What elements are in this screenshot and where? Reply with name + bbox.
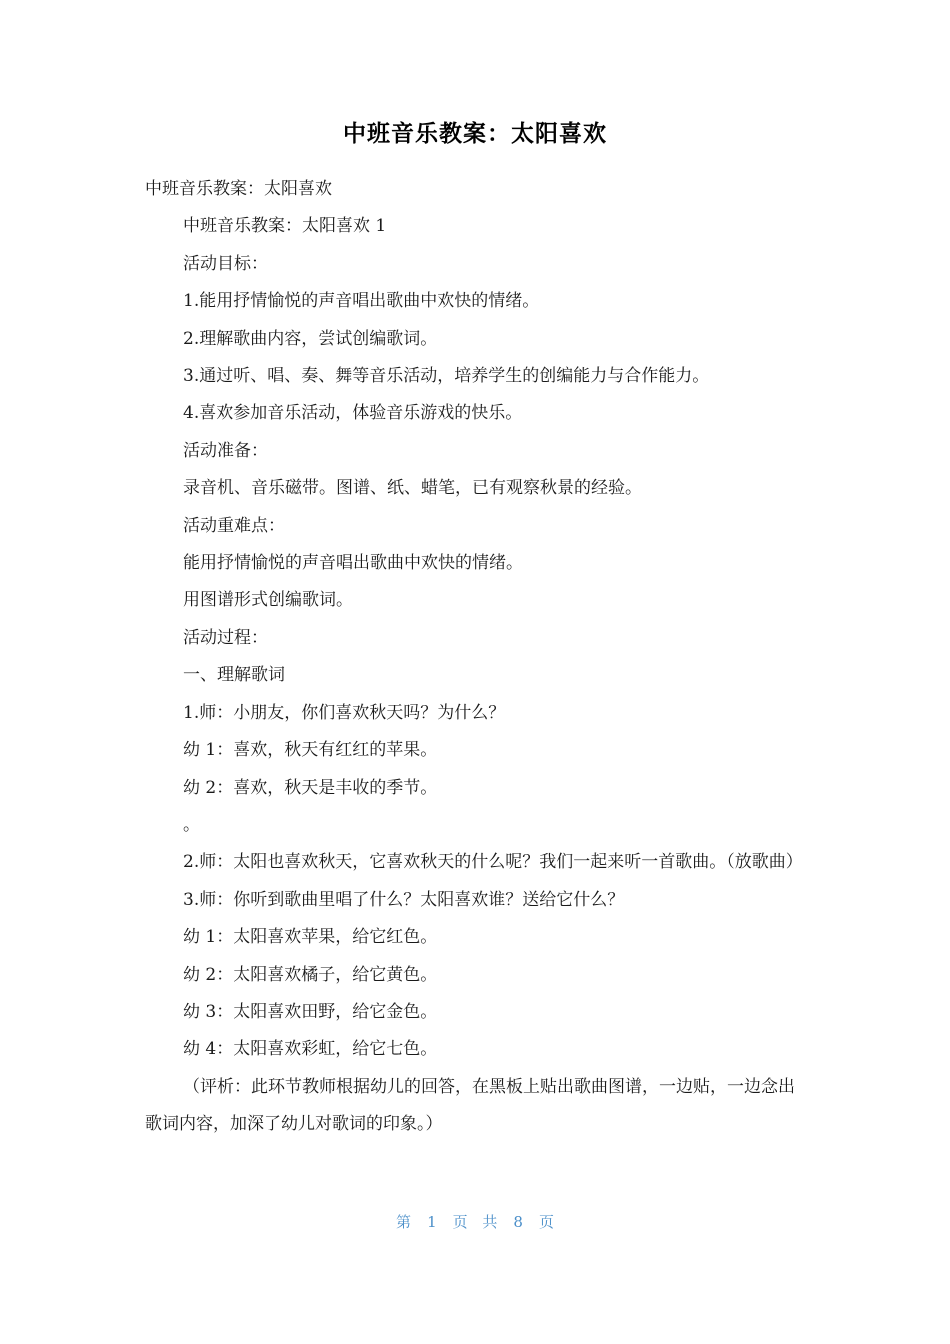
paragraph: 用图谱形式创编歌词。 <box>183 590 353 611</box>
paragraph: 幼 1：喜欢，秋天有红红的苹果。 <box>183 740 438 761</box>
paragraph: 能用抒情愉悦的声音唱出歌曲中欢快的情绪。 <box>183 553 523 574</box>
page-footer <box>0 1210 950 1234</box>
paragraph: 2.师：太阳也喜欢秋天，它喜欢秋天的什么呢？我们一起来听一首歌曲。（放歌曲） <box>183 852 803 873</box>
paragraph: 活动重难点： <box>183 515 285 536</box>
footer-prefix: 第 <box>396 1213 412 1231</box>
paragraph: 4.喜欢参加音乐活动，体验音乐游戏的快乐。 <box>183 403 523 424</box>
paragraph: 活动目标： <box>183 253 268 274</box>
paragraph: 幼 2：太阳喜欢橘子，给它黄色。 <box>183 964 438 985</box>
paragraph: 1.能用抒情愉悦的声音唱出歌曲中欢快的情绪。 <box>183 291 540 312</box>
paragraph: 1.师：小朋友，你们喜欢秋天吗？为什么？ <box>183 702 506 723</box>
document-title: 中班音乐教案：太阳喜欢 <box>343 121 607 147</box>
paragraph: 。 <box>183 814 200 835</box>
paragraph: 录音机、音乐磁带。图谱、纸、蜡笔，已有观察秋景的经验。 <box>183 478 642 499</box>
paragraph: 一、理解歌词 <box>183 665 285 686</box>
paragraph: 中班音乐教案：太阳喜欢 1 <box>183 216 387 237</box>
footer-page-number: 1 <box>427 1213 437 1231</box>
footer-suffix: 页 <box>538 1213 554 1231</box>
paragraph: 幼 3：太阳喜欢田野，给它金色。 <box>183 1001 438 1022</box>
paragraph: （评析：此环节教师根据幼儿的回答，在黑板上贴出歌曲图谱，一边贴，一边念出歌词内容，加深了幼儿对歌词的印象。） <box>145 1076 795 1135</box>
paragraph: 3.师：你听到歌曲里唱了什么？太阳喜欢谁？送给它什么？ <box>183 889 625 910</box>
paragraph: 幼 2：喜欢，秋天是丰收的季节。 <box>183 777 438 798</box>
document-body <box>145 171 803 1144</box>
paragraph: 活动过程： <box>183 627 268 648</box>
paragraph: 中班音乐教案：太阳喜欢 <box>145 179 332 199</box>
footer-middle: 页 共 <box>452 1213 498 1231</box>
footer-total-pages: 8 <box>513 1213 523 1231</box>
paragraph: 活动准备： <box>183 440 268 461</box>
paragraph: 3.通过听、唱、奏、舞等音乐活动，培养学生的创编能力与合作能力。 <box>183 366 710 387</box>
paragraph: 幼 4：太阳喜欢彩虹，给它七色。 <box>183 1039 438 1060</box>
paragraph: 2.理解歌曲内容，尝试创编歌词。 <box>183 328 438 349</box>
paragraph: 幼 1：太阳喜欢苹果，给它红色。 <box>183 927 438 948</box>
